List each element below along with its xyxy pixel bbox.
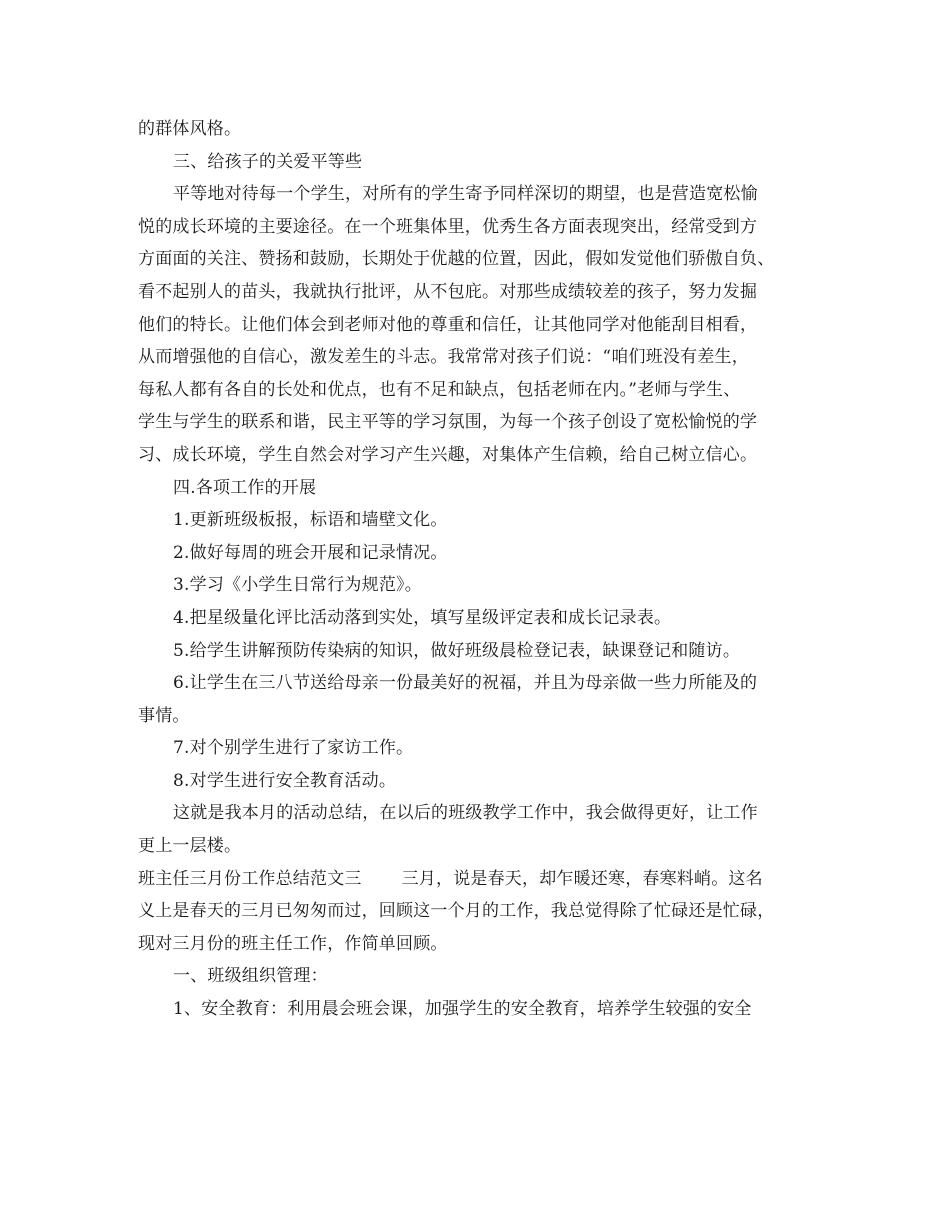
text-line: 四.各项工作的开展 [173,477,317,498]
text-line: 2.做好每周的班会开展和记录情况。 [173,542,448,563]
text-line: 7.对个别学生进行了家访工作。 [173,738,414,759]
text-line: 三、给孩子的关爱平等些 [173,151,363,172]
text-line: 5.给学生讲解预防传染病的知识，做好班级晨检登记表，缺课登记和随访。 [173,640,741,661]
paragraph-block [138,895,828,1025]
text-line: 的群体风格。 [138,119,242,139]
text-line: 1.更新班级板报，标语和墙壁文化。 [173,510,448,531]
text-line: 学生与学生的联系和谐，民主平等的学习氛围，为每一个孩子创设了宽松愉悦的学 [138,412,758,433]
document-body [138,113,828,1026]
section-title: 班主任三月份工作总结范文三 [138,868,362,889]
text-line: 3.学习《小学生日常行为规范》。 [173,575,422,596]
section-intro-text: 三月，说是春天，却乍暖还寒，春寒料峭。这名 [401,868,763,889]
text-line: 事情。 [138,705,190,726]
text-line: 6.让学生在三八节送给母亲一份最美好的祝福，并且为母亲做一些力所能及的 [173,673,758,694]
text-line: 每私人都有各自的长处和优点，也有不足和缺点，包括老师在内。”老师与学生、 [138,379,741,400]
text-line: 一、班级组织管理： [173,966,328,987]
text-line: 习、成长环境，学生自然会对学习产生兴趣，对集体产生信赖，给自己树立信心。 [138,444,758,465]
text-line: 现对三月份的班主任工作，作简单回顾。 [138,933,448,954]
text-line: 悦的成长环境的主要途径。在一个班集体里，优秀生各方面表现突出，经常受到方 [138,216,758,237]
text-line: 4.把星级量化评比活动落到实处，填写星级评定表和成长记录表。 [173,607,672,628]
text-line: 1、安全教育：利用晨会班会课，加强学生的安全教育，培养学生较强的安全 [173,999,752,1020]
text-line: 义上是春天的三月已匆匆而过，回顾这一个月的工作，我总觉得除了忙碌还是忙碌， [138,901,775,922]
section-heading-line [138,863,828,896]
text-line: 他们的特长。让他们体会到老师对他的尊重和信任，让其他同学对他能刮目相看， [138,314,758,335]
text-line: 这就是我本月的活动总结，在以后的班级教学工作中，我会做得更好，让工作 [173,803,758,824]
paragraph-block [138,113,828,863]
text-line: 平等地对待每一个学生，对所有的学生寄予同样深切的期望，也是营造宽松愉 [173,184,758,205]
text-line: 更上一层楼。 [138,836,242,857]
text-line: 看不起别人的苗头，我就执行批评，从不包庇。对那些成绩较差的孩子，努力发掘 [138,281,758,302]
text-line: 方面面的关注、赞扬和鼓励，长期处于优越的位置，因此，假如发觉他们骄傲自负、 [138,249,775,270]
text-line: 8.对学生进行安全教育活动。 [173,770,397,791]
text-line: 从而增强他的自信心，激发差生的斗志。我常常对孩子们说：“咱们班没有差生， [138,347,749,368]
